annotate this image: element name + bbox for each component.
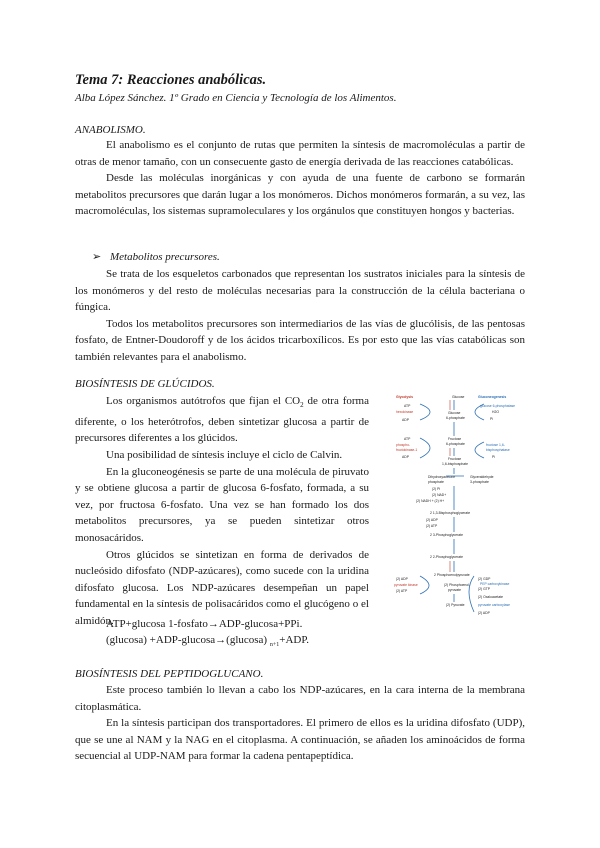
diagram-label: Fructose: [448, 437, 462, 441]
diagram-label: (2) ATP: [426, 524, 438, 528]
paragraph: Todos los metabolitos precursores son intermediarios de las vías de glucólisis, de las pentosas fosfato, de Entner-Doudoroff y de los ácidos tricarboxílicos. Es por esto que las vías catabólicas son también relevantes para el anabolismo.: [75, 317, 525, 363]
diagram-label: ATP: [404, 437, 411, 441]
diagram-label: ATP: [404, 404, 411, 408]
diagram-label: Fructose: [448, 457, 462, 461]
diagram-label: Gluconeogenesis: [478, 395, 507, 399]
diagram-label: glucose 6-phosphatase: [480, 404, 516, 408]
section-heading-peptidoglucano: BIOSÍNTESIS DEL PEPTIDOGLUCANO.: [75, 668, 264, 680]
diagram-label: (2) Oxaloacetate: [478, 595, 504, 599]
diagram-label: Dihydroxyacetone: [428, 475, 456, 479]
paragraph: Este proceso también lo llevan a cabo los NDP-azúcares, en la cara interna de la membrana citoplasmática.: [75, 684, 525, 713]
paragraph: En la síntesis participan dos transportadores. El primero de ellos es la uridina difosfato (UDP), que se une al NAM y la NAG en el citoplasma. A continuación, se añaden los aminoácidos de forma secuencial al UDP-NAM para formar la cadena pentapeptídica.: [75, 717, 525, 763]
diagram-label: Glyceraldehyde: [470, 475, 494, 479]
document-subtitle: Alba López Sánchez. 1º Grado en Ciencia y Tecnología de los Alimentos.: [75, 92, 397, 104]
diagram-label: 6-phosphate: [446, 442, 465, 446]
diagram-label: 2 3-Phosphoglycerate: [430, 533, 463, 537]
diagram-label: (2) ADP: [426, 518, 438, 522]
diagram-label: PEP carboxykinase: [480, 582, 510, 586]
section-heading-glucidos: BIOSÍNTESIS DE GLÚCIDOS.: [75, 378, 215, 390]
diagram-label: pyruvate carboxylase: [478, 603, 511, 607]
diagram-label: 3-phosphate: [470, 480, 489, 484]
section-heading-anabolismo: ANABOLISMO.: [75, 124, 146, 136]
diagram-label: pyruvate: [448, 588, 462, 592]
diagram-label: (2) ATP: [396, 589, 408, 593]
diagram-label: (2) ADP: [396, 577, 408, 581]
paragraph: Una posibilidad de síntesis incluye el ciclo de Calvin.: [106, 448, 343, 461]
equation-2: (glucosa) +ADP-glucosa→(glucosa) $_{n+1}$+ADP.: [106, 634, 309, 649]
diagram-label: fructose 1,6-: [486, 443, 505, 447]
bullet-text: Metabolitos precursores.: [110, 251, 220, 263]
paragraph: El anabolismo es el conjunto de rutas que permiten la síntesis de macromoléculas a partir de otras de menor tamaño, con un consecuente gasto de energía derivada de las reacciones catabólicas.: [75, 139, 525, 168]
diagram-label: (2) NAD+: [432, 493, 447, 497]
precursores-body: [75, 266, 525, 366]
diagram-label: (2) Pyruvate: [446, 603, 465, 607]
glucidos-body: [75, 393, 369, 630]
diagram-label: (2) Pi: [432, 487, 441, 491]
diagram-label: phospho-: [396, 443, 411, 447]
diagram-label: (2) ADP: [478, 611, 490, 615]
diagram-label: 2 1,3-Bisphosphoglycerate: [430, 511, 471, 515]
diagram-label: ADP: [402, 455, 409, 459]
diagram-label: (2) Phosphoenol-: [444, 583, 471, 587]
diagram-label: 2 Phosphoenolpyruvate: [434, 573, 470, 577]
diagram-label: (2) GTP: [478, 587, 491, 591]
diagram-label: phosphate: [428, 480, 444, 484]
diagram-label: H2O: [492, 410, 499, 414]
diagram-label: 1,6-bisphosphate: [442, 462, 469, 466]
diagram-label: (2) GDP: [478, 577, 491, 581]
diagram-label: Glucose: [448, 411, 461, 415]
anabolismo-body: [75, 137, 525, 220]
diagram-label: Pi: [492, 455, 496, 459]
diagram-label: 6-phosphate: [446, 416, 465, 420]
diagram-label: Glycolysis: [396, 395, 413, 399]
diagram-label: ADP: [402, 418, 409, 422]
paragraph: En la gluconeogénesis se parte de una molécula de piruvato y se obtiene glucosa a partir de glucosa 6-fosfato, formada, a su vez, por fructosa 6-fosfato. Una vez se han formado los dos metabolitos precursores, ya se pueden sintetizar otros monosacáridos.: [75, 465, 369, 544]
diagram-label: Pi: [490, 417, 494, 421]
diagram-label: Glucose: [452, 395, 465, 399]
diagram-label: pyruvate kinase: [394, 583, 418, 587]
diagram-label: hexokinase: [396, 410, 414, 414]
paragraph: Desde las moléculas inorgánicas y con ayuda de una fuente de carbono se formarán metabolitos precursores que darán lugar a los monómeros. Dichos monómeros formarán, a su vez, las macromoléculas, los sistemas supramoleculares y los orgánulos que constituyen hongos y bacterias.: [75, 172, 525, 218]
paragraph: Se trata de los esqueletos carbonados que representan los sustratos iniciales para la síntesis de los monómeros y del resto de moléculas necesarias para la construcción de la célula bacteriana o fúngica.: [75, 268, 525, 314]
diagram-label: 2 2-Phosphoglycerate: [430, 555, 463, 559]
equation-1: ATP+glucosa 1-fosfato→ADP-glucosa+PPi.: [106, 618, 303, 630]
peptidoglucano-body: [75, 682, 525, 765]
diagram-label: (2) NADH + (2) H+: [416, 499, 445, 503]
paragraph: Los organismos autótrofos que fijan el $CO_2$ de otra forma diferente, o los heterótrofos, deben sintetizar glucosa a partir de precursores diferentes a los glúcidos.: [75, 395, 369, 445]
diagram-arrows: [420, 400, 484, 612]
arrowhead-bullet-icon: ➢: [92, 251, 102, 263]
bullet-item: [92, 250, 220, 263]
document-title: Tema 7: Reacciones anabólicas.: [75, 72, 267, 88]
paragraph: Otros glúcidos se sintetizan en forma de derivados de nucleósido difosfato (NDP-azúcares), como sucede con la uridina difosfato glucosa. Los NDP-azúcares desempeñan un papel fundamental en la síntesis de polisacáridos como el glucógeno o el almidón.: [75, 548, 369, 627]
diagram-label: fructokinase-1: [396, 448, 418, 452]
diagram-label: bisphosphatase: [486, 448, 510, 452]
glycolysis-gluconeogenesis-diagram: [392, 390, 528, 622]
